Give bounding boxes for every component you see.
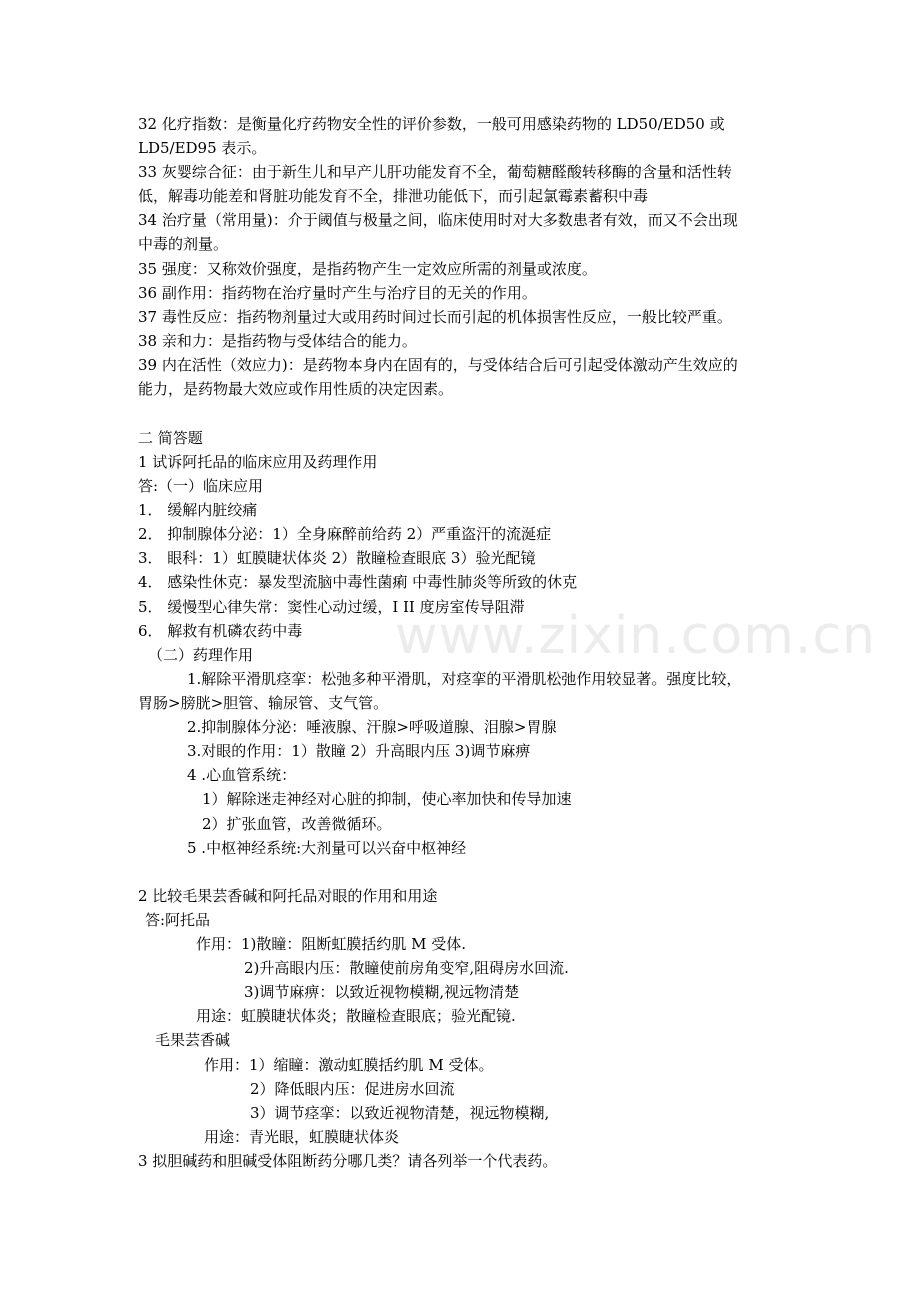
q2-pilocarpine-action-1: 作用：1）缩瞳：激动虹膜括约肌 M 受体。	[204, 1056, 494, 1074]
definition-35: 35 强度：又称效价强度，是指药物产生一定效应所需的剂量或浓度。	[138, 260, 597, 278]
q1-answer-clinical-heading: 答:（一）临床应用	[138, 477, 264, 495]
definition-36: 36 副作用：指药物在治疗量时产生与治疗目的无关的作用。	[138, 284, 537, 302]
definition-32-line-1: 32 化疗指数：是衡量化疗药物安全性的评价参数，一般可用感染药物的 LD50/ED50 或	[138, 115, 725, 133]
q2-pilocarpine-action-3: 3）调节痉挛：以致近视物清楚，视远物模糊,	[250, 1104, 550, 1122]
q1-clinical-item-6: 6． 解救有机磷农药中毒	[138, 622, 303, 640]
definition-39-line-1: 39 内在活性（效应力)：是药物本身内在固有的，与受体结合后可引起受体激动产生效应的	[138, 356, 738, 374]
q1-clinical-item-3: 3． 眼科：1）虹膜睫状体炎 2）散瞳检查眼底 3）验光配镜	[138, 549, 536, 567]
q2-pilocarpine-action-2: 2）降低眼内压：促进房水回流	[250, 1080, 455, 1098]
q1-pharmacology-heading: （二）药理作用	[148, 646, 254, 664]
q1-clinical-item-4: 4． 感染性休克：暴发型流脑中毒性菌痢 中毒性肺炎等所致的休克	[138, 573, 578, 591]
definition-39-line-2: 能力，是药物最大效应或作用性质的决定因素。	[138, 380, 454, 398]
definition-32-line-2: LD5/ED95 表示。	[138, 139, 267, 157]
watermark: www.zixin.com.cn	[395, 606, 876, 666]
q1-pharmacology-item-4-sub-2: 2）扩张血管，改善微循环。	[202, 815, 392, 833]
definition-34-line-1: 34 治疗量（常用量)：介于阈值与极量之间，临床使用时对大多数患者有效，而又不会出现	[138, 211, 738, 229]
question-3: 3 拟胆碱药和胆碱受体阻断药分哪几类？请各列举一个代表药。	[138, 1152, 558, 1170]
q2-answer-atropine-heading: 答:阿托品	[145, 911, 211, 929]
q2-atropine-action-2: 2)升高眼内压：散瞳使前房角变窄,阻碍房水回流.	[244, 959, 569, 977]
definition-33-line-1: 33 灰婴综合征：由于新生儿和早产儿肝功能发育不全，葡萄糖醛酸转移酶的含量和活性转	[138, 163, 732, 181]
q2-atropine-action-3: 3)调节麻痹：以致近视物模糊,视远物清楚	[244, 983, 520, 1001]
q1-pharmacology-item-1-line-2: 胃肠>膀胱>胆管、输尿管、支气管。	[138, 694, 389, 712]
q2-pilocarpine-heading: 毛果芸香碱	[155, 1031, 231, 1049]
section-heading: 二 简答题	[138, 429, 203, 447]
definition-34-line-2: 中毒的剂量。	[138, 235, 229, 253]
definition-38: 38 亲和力：是指药物与受体结合的能力。	[138, 332, 417, 350]
q1-pharmacology-item-3: 3.对眼的作用：1）散瞳 2）升高眼内压 3)调节麻痹	[187, 742, 531, 760]
q1-clinical-item-2: 2． 抑制腺体分泌：1）全身麻醉前给药 2）严重盗汗的流涎症	[138, 525, 552, 543]
question-1: 1 试诉阿托品的临床应用及药理作用	[138, 453, 378, 471]
question-2: 2 比较毛果芸香碱和阿托品对眼的作用和用途	[138, 887, 438, 905]
q1-pharmacology-item-5: 5 .中枢神经系统:大剂量可以兴奋中枢神经	[187, 839, 467, 857]
q1-clinical-item-5: 5． 缓慢型心律失常：窦性心动过缓，I II 度房室传导阻滞	[138, 598, 525, 616]
q2-atropine-action-1: 作用：1)散瞳：阻断虹膜括约肌 M 受体.	[196, 935, 467, 953]
q1-pharmacology-item-2: 2.抑制腺体分泌：唾液腺、汗腺>呼吸道腺、泪腺>胃腺	[187, 718, 557, 736]
definition-37: 37 毒性反应：指药物剂量过大或用药时间过长而引起的机体损害性反应，一般比较严重。	[138, 308, 732, 326]
q1-pharmacology-item-4: 4 .心血管系统：	[187, 766, 297, 784]
q2-pilocarpine-uses: 用途：青光眼，虹膜睫状体炎	[204, 1128, 400, 1146]
q1-pharmacology-item-4-sub-1: 1）解除迷走神经对心脏的抑制，使心率加快和传导加速	[202, 790, 572, 808]
definition-33-line-2: 低，解毒功能差和肾脏功能发育不全，排泄功能低下，而引起氯霉素蓄积中毒	[138, 187, 649, 205]
q1-pharmacology-item-1-line-1: 1.解除平滑肌痉挛：松弛多种平滑肌，对痉挛的平滑肌松弛作用较显著。强度比较，	[187, 670, 742, 688]
q1-clinical-item-1: 1． 缓解内脏绞痛	[138, 501, 258, 519]
q2-atropine-uses: 用途：虹膜睫状体炎；散瞳检查眼底；验光配镜.	[196, 1007, 516, 1025]
